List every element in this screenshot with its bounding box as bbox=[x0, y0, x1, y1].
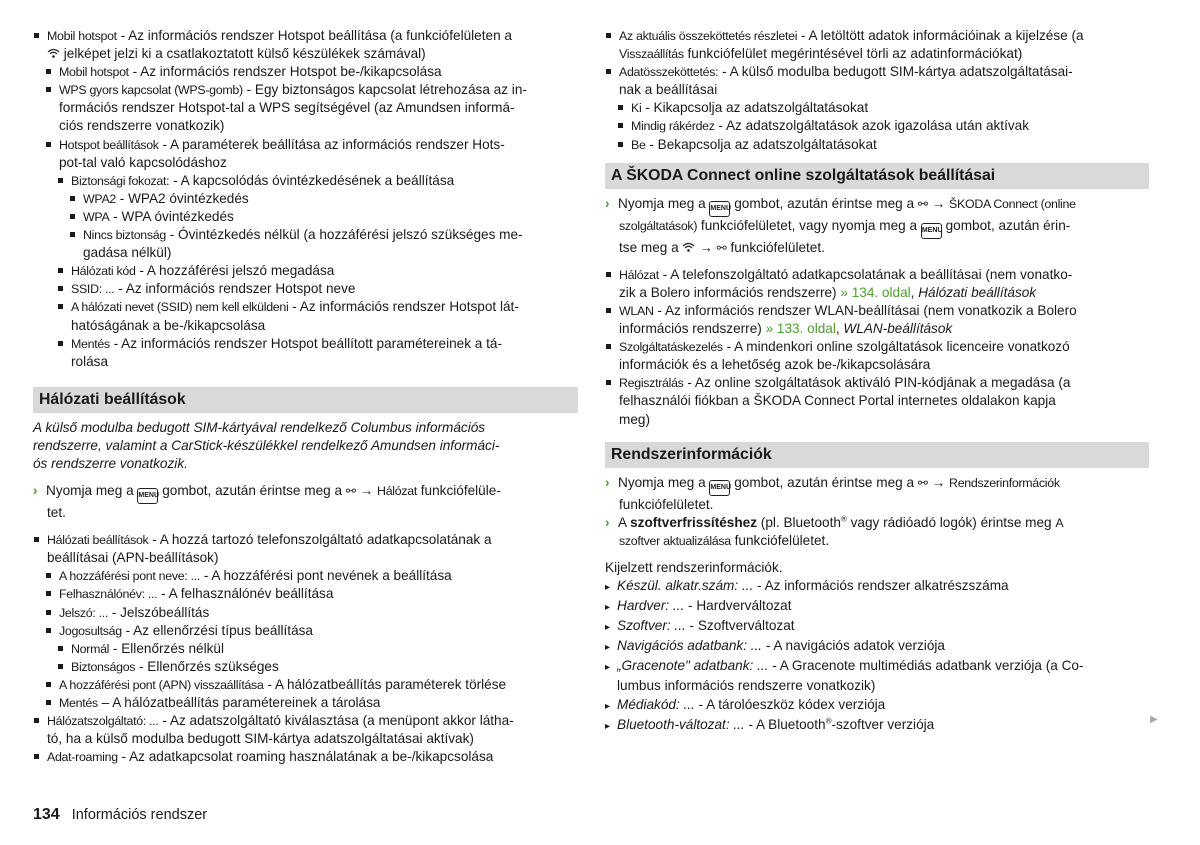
list-item: ▸ Bluetooth-változat: ... - A Bluetooth®-szoftver verziója bbox=[605, 716, 935, 732]
security-item: Biztonsági fokozat: - A kapcsolódás óvintézkedésének a beállítása bbox=[33, 172, 578, 190]
list-item: Be - Bekapcsolja az adatszolgáltatásokat bbox=[605, 136, 1149, 154]
list-item: Regisztrálás - Az online szolgáltatások aktiváló PIN-kódjának a megadása (a bbox=[605, 374, 1149, 392]
roaming-item: Adat-roaming - Az adatkapcsolat roaming használatának a be-/kikapcsolása bbox=[33, 748, 578, 766]
list-item: Nincs biztonság - Óvintézkedés nélkül (a hozzáférési jelszó szükséges me- bbox=[33, 226, 578, 244]
list-item: ▸ Navigációs adatbank: ... - A navigációs adatok verziója bbox=[605, 638, 945, 654]
link-icon: ⚯ bbox=[716, 240, 727, 255]
instruction-step: › A szoftverfrissítéshez (pl. Bluetooth® vagy rádióadó logók) érintse meg A bbox=[605, 514, 1064, 530]
list-item: A hozzáférési pont neve: ... - A hozzáférési pont nevének a beállítása bbox=[33, 567, 578, 585]
list-item: ▸ Készül. alkatr.szám: ... - Az információs rendszer alkatrészszáma bbox=[605, 577, 1009, 593]
section-heading-system-info: Rendszerinformációk bbox=[605, 442, 1149, 468]
instruction-step: › Nyomja meg a MENU gombot, azután érintse meg a ⚯ → ŠKODA Connect (online bbox=[605, 195, 1149, 217]
hotspot-settings-item: Hotspot beállítások - A paraméterek beállítása az információs rendszer Hots- bbox=[33, 136, 578, 154]
list-item: Szolgáltatáskezelés - A mindenkori online szolgáltatások licenceire vonatkozó bbox=[605, 338, 1149, 356]
link-icon: ⚯ bbox=[917, 196, 928, 211]
link-icon: ⚯ bbox=[345, 484, 356, 499]
list-item: WPA - WPA óvintézkedés bbox=[33, 208, 578, 226]
hotspot-toggle-item: Mobil hotspot - Az információs rendszer Hotspot be-/kikapcsolása bbox=[33, 63, 578, 81]
wifi-icon bbox=[47, 45, 60, 63]
list-item: Jelszó: ... - Jelszóbeállítás bbox=[33, 604, 578, 622]
wifi-icon bbox=[682, 239, 695, 257]
list-item: Mentés – A hálózatbeállítás paramétereinek a tárolása bbox=[33, 694, 578, 712]
footer-title: Információs rendszer bbox=[71, 807, 208, 823]
page-footer bbox=[33, 806, 207, 824]
list-item: Ki - Kikapcsolja az adatszolgáltatásokat bbox=[605, 99, 1149, 117]
menu-key-icon: MENU bbox=[709, 201, 730, 217]
instruction-step: › Nyomja meg a MENU gombot, azután érintse meg a ⚯ → Hálózat funkciófelüle- bbox=[33, 482, 578, 504]
data-connection-item: Adatösszeköttetés: - A külső modulba bedugott SIM-kártya adatszolgáltatásai- bbox=[605, 63, 1149, 81]
list-item: WLAN - Az információs rendszer WLAN-beállításai (nem vonatkozik a Bolero bbox=[605, 302, 1149, 320]
apn-item: Hálózati beállítások - A hozzá tartozó telefonszolgáltató adatkapcsolatának a bbox=[33, 531, 578, 549]
left-column: Mobil hotspot - Az információs rendszer Hotspot beállítása (a funkciófelületen a jelképet jelzi ki a csatlakoztatott külső készülékek számával) Mobil hotspot - Az információs rendszer Hotspot be-/kikapcsolása WPS gyors kapcsolat (WPS-gomb) - Egy biztonságos kapcsolat létrehozása az in- formációs rendszer Hotspot-tal a WPS segítségével (az Amundsen informá- ciós rendszerre vonatkozik) Hotspot beállítások - A paraméterek beállítása az információs rendszer Hots- pot-tal való kapcsolódáshoz Biztonsági fokozat: - A kapcsolódás óvintézkedésének a beállítása WPA2 - WPA2 óvintézkedés WPA - WPA óvintézkedés Nincs biztonság - Óvintézkedés nélkül (a hozzáférési jelszó szükséges me- gadása nélkül) Hálózati kód - A hozzáférési jelszó megadása SSID: ... - Az információs rendszer Hotspot neve A hálózati nevet (SSID) nem kell elküldeni - Az információs rendszer Hotspot lát- hatóságának a be-/kikapcsolása Mentés - Az információs rendszer Hotspot beállított paramétereinek a tá- rolása Hálózati beállítások A külső modulba bedugott SIM-kártyával rendelkező Columbus információs rendszerre, valamint a CarStick-készülékkel rendelkező Amundsen informáci- ós rendszerre vonatkozik. › Nyomja meg a MENU gombot, azután érintse meg a ⚯ → Hálózat funkciófelüle- tet. Hálózati beállítások - A hozzá tartozó telefonszolgáltató adatkapcsolatának a beállításai (APN-beállítások) A hozzáférési pont neve: ... - A hozzáférési pont nevének a beállítása Felhasználónév: ... - A felhasználónév beállítása Jelszó: ... - Jelszóbeállítás Jogosultság - Az ellenőrzési típus beállítása Normál - Ellenőrzés nélkül Biztonságos - Ellenőrzés szükséges A hozzáférési pont (APN) visszaállítása - A hálózatbeállítás paraméterek törlése Mentés – A hálózatbeállítás paramétereinek a tárolása Hálózatszolgáltató: ... - Az adatszolgáltató kiválasztása (a menüpont akkor látha- tó, ha a külső modulba bedugott SIM-kártya adatszolgáltatásai aktívak) Adat-roaming - Az adatkapcsolat roaming használatának a be-/kikapcsolása bbox=[33, 27, 578, 766]
list-item: ▸ Médiakód: ... - A tárolóeszköz kódex verziója bbox=[605, 696, 886, 712]
list-item: A hozzáférési pont (APN) visszaállítása - A hálózatbeállítás paraméterek törlése bbox=[33, 676, 578, 694]
list-item: A hálózati nevet (SSID) nem kell elküldeni - Az információs rendszer Hotspot lát- bbox=[33, 298, 578, 316]
list-item: ▸ „Gracenote" adatbank: ... - A Gracenote multimédiás adatbank verziója (a Co- bbox=[605, 658, 1084, 674]
instruction-step: › Nyomja meg a MENU gombot, azután érintse meg a ⚯ → Rendszerinformációk bbox=[605, 474, 1149, 496]
page-reference-link[interactable]: » 134. oldal bbox=[840, 284, 911, 300]
list-item: Hálózati kód - A hozzáférési jelszó megadása bbox=[33, 262, 578, 280]
page-number: 134 bbox=[33, 806, 60, 823]
wps-item: WPS gyors kapcsolat (WPS-gomb) - Egy biztonságos kapcsolat létrehozása az in- bbox=[33, 81, 578, 99]
current-connection-item: Az aktuális összeköttetés részletei - A letöltött adatok információinak a kijelzése (a bbox=[605, 27, 1149, 45]
provider-item: Hálózatszolgáltató: ... - Az adatszolgáltató kiválasztása (a menüpont akkor látha- bbox=[33, 712, 578, 730]
menu-key-icon: MENU bbox=[137, 488, 158, 504]
menu-key-icon: MENU bbox=[709, 480, 730, 496]
list-item: Mentés - Az információs rendszer Hotspot beállított paramétereinek a tá- bbox=[33, 335, 578, 353]
list-item: ▸ Hardver: ... - Hardverváltozat bbox=[605, 598, 792, 614]
list-item: Biztonságos - Ellenőrzés szükséges bbox=[33, 658, 578, 676]
right-column: Az aktuális összeköttetés részletei - A letöltött adatok információinak a kijelzése (a Visszaállítás funkciófelület megérintésével törli az adatinformációkat) Adatösszeköttetés: - A külső modulba bedugott SIM-kártya adatszolgáltatásai- nak a beállításai Ki - Kikapcsolja az adatszolgáltatásokat Mindig rákérdez - Az adatszolgáltatások azok igazolása után aktívak Be - Bekapcsolja az adatszolgáltatásokat A ŠKODA Connect online szolgáltatások beállításai › Nyomja meg a MENU gombot, azután érintse meg a ⚯ → ŠKODA Connect (online szolgáltatások) funkciófelületet, vagy nyomja meg a MENU gombot, azután érin- tse meg a → ⚯ funkciófelületet. Hálózat - A telefonszolgáltató adatkapcsolatának a beállításai (nem vonatko- zik a Bolero információs rendszerre) » 134. oldal, Hálózati beállítások WLAN - Az információs rendszer WLAN-beállításai (nem vonatkozik a Bolero információs rendszerre) » 133. oldal, WLAN-beállítások Szolgáltatáskezelés - A mindenkori online szolgáltatások licenceire vonatkozó információk és a lehetőség azok be-/kikapcsolására Regisztrálás - Az online szolgáltatások aktiváló PIN-kódjának a megadása (a felhasználói fiókban a ŠKODA Connect Portal internetes oldalakon kapja meg) Rendszerinformációk › Nyomja meg a MENU gombot, azután érintse meg a ⚯ → Rendszerinformációk funkciófelületet. › A szoftverfrissítéshez (pl. Bluetooth® vagy rádióadó logók) érintse meg A szoftver aktualizálása funkciófelületet. Kijelzett rendszerinformációk. ▸ Készül. alkatr.szám: ... - Az információs rendszer alkatrészszáma ▸ Hardver: ... - Hardverváltozat ▸ Szoftver: ... - Szoftverváltozat ▸ Navigációs adatbank: ... - A navigációs adatok verziója ▸ „Gracenote" adatbank: ... - A Gracenote multimédiás adatbank verziója (a Co- lumbus információs rendszerre vonatkozik) ▸ Médiakód: ... - A tárolóeszköz kódex verziója ▸ Bluetooth-változat: ... - A Bluetooth®-szoftver verziója bbox=[605, 27, 1149, 736]
section-heading-skoda-connect: A ŠKODA Connect online szolgáltatások beállításai bbox=[605, 163, 1149, 189]
menu-key-icon: MENU bbox=[921, 223, 942, 239]
list-item: Hálózat - A telefonszolgáltató adatkapcsolatának a beállításai (nem vonatko- bbox=[605, 266, 1149, 284]
page-reference-link[interactable]: » 133. oldal bbox=[765, 321, 836, 337]
section-heading-network: Hálózati beállítások bbox=[33, 387, 578, 413]
hotspot-item: Mobil hotspot - Az információs rendszer Hotspot beállítása (a funkciófelületen a bbox=[33, 27, 578, 45]
list-item: WPA2 - WPA2 óvintézkedés bbox=[33, 190, 578, 208]
list-item: Normál - Ellenőrzés nélkül bbox=[33, 640, 578, 658]
list-item: SSID: ... - Az információs rendszer Hotspot neve bbox=[33, 280, 578, 298]
list-item: ▸ Szoftver: ... - Szoftverváltozat bbox=[605, 618, 795, 634]
list-item: Jogosultság - Az ellenőrzési típus beállítása bbox=[33, 622, 578, 640]
list-item: Felhasználónév: ... - A felhasználónév beállítása bbox=[33, 585, 578, 603]
link-icon: ⚯ bbox=[917, 475, 928, 490]
continue-arrow-icon: ▶ bbox=[1150, 714, 1158, 725]
list-item: Mindig rákérdez - Az adatszolgáltatások azok igazolása után aktívak bbox=[605, 117, 1149, 135]
